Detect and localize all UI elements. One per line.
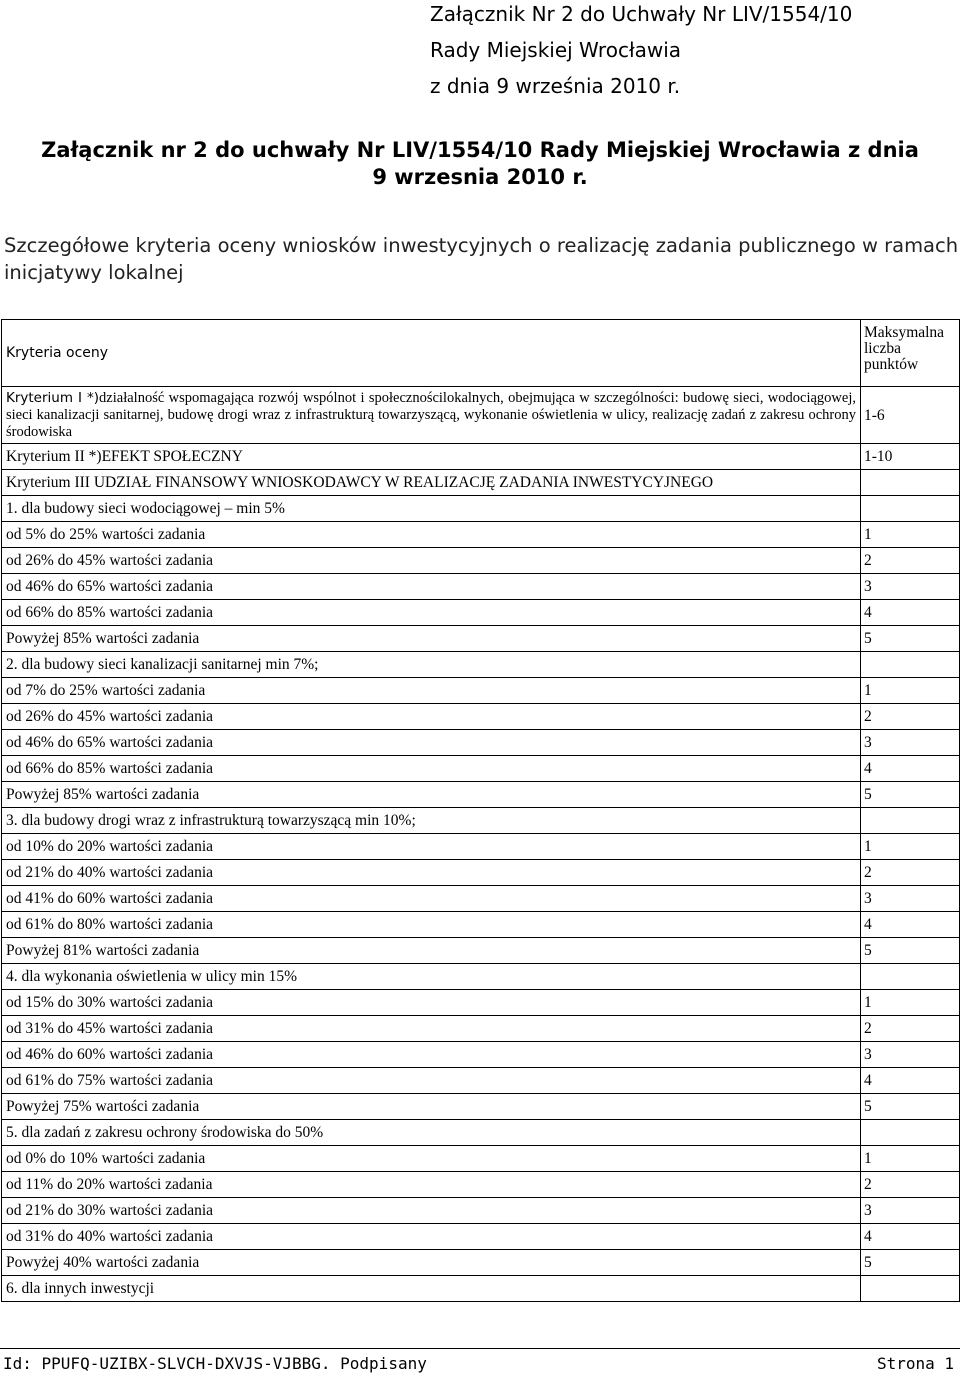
table-row xyxy=(2,1146,960,1172)
table-row xyxy=(2,548,960,574)
criteria-label: od 31% do 40% wartości zadania xyxy=(2,1224,861,1250)
points-value xyxy=(861,1120,960,1146)
points-value: 5 xyxy=(861,1094,960,1120)
points-value: 1 xyxy=(861,522,960,548)
table-row xyxy=(2,730,960,756)
kryterium-3-label: Kryterium III xyxy=(6,474,94,491)
points-value: 3 xyxy=(861,886,960,912)
criteria-label: 1. dla budowy sieci wodociągowej – min 5% xyxy=(2,496,861,522)
criteria-label: 3. dla budowy drogi wraz z infrastrukturą towarzyszącą min 10%; xyxy=(2,808,861,834)
points-value: 1 xyxy=(861,678,960,704)
kryterium-2-points: 1-10 xyxy=(861,444,960,470)
points-value: 1 xyxy=(861,1146,960,1172)
kryterium-2-cell xyxy=(2,444,861,470)
document-title-line-1: Załącznik nr 2 do uchwały Nr LIV/1554/10 Rady Miejskiej Wrocławia z dnia xyxy=(41,138,919,162)
header-line-3: z dnia 9 września 2010 r. xyxy=(430,74,681,98)
points-value: 1 xyxy=(861,834,960,860)
table-row xyxy=(2,1068,960,1094)
table-row xyxy=(2,1094,960,1120)
table-row xyxy=(2,938,960,964)
criteria-label: od 26% do 45% wartości zadania xyxy=(2,704,861,730)
criteria-label: 4. dla wykonania oświetlenia w ulicy min 15% xyxy=(2,964,861,990)
criteria-label: od 46% do 60% wartości zadania xyxy=(2,1042,861,1068)
table-row xyxy=(2,1172,960,1198)
criteria-label: od 61% do 75% wartości zadania xyxy=(2,1068,861,1094)
points-value: 4 xyxy=(861,756,960,782)
table-row xyxy=(2,964,960,990)
points-value: 1 xyxy=(861,990,960,1016)
criteria-label: od 31% do 45% wartości zadania xyxy=(2,1016,861,1042)
points-value xyxy=(861,652,960,678)
criteria-label: od 66% do 85% wartości zadania xyxy=(2,756,861,782)
points-value: 5 xyxy=(861,1250,960,1276)
criteria-label: Powyżej 81% wartości zadania xyxy=(2,938,861,964)
criteria-table xyxy=(1,319,960,1302)
table-row xyxy=(2,1016,960,1042)
kryterium-2-label: Kryterium II *) xyxy=(6,448,102,465)
criteria-label: od 46% do 65% wartości zadania xyxy=(2,574,861,600)
criteria-label: Powyżej 85% wartości zadania xyxy=(2,626,861,652)
criteria-label: od 5% do 25% wartości zadania xyxy=(2,522,861,548)
table-row xyxy=(2,782,960,808)
table-row xyxy=(2,834,960,860)
table-row xyxy=(2,1120,960,1146)
points-value: 2 xyxy=(861,704,960,730)
criteria-label: od 0% do 10% wartości zadania xyxy=(2,1146,861,1172)
criteria-label: 5. dla zadań z zakresu ochrony środowiska do 50% xyxy=(2,1120,861,1146)
table-row xyxy=(2,756,960,782)
points-value: 2 xyxy=(861,1016,960,1042)
document-title-line-2: 9 wrzesnia 2010 r. xyxy=(372,165,588,189)
points-value: 2 xyxy=(861,1172,960,1198)
criteria-label: 6. dla innych inwestycji xyxy=(2,1276,861,1302)
kryterium-1-points: 1-6 xyxy=(861,387,960,444)
page-footer xyxy=(0,1348,960,1373)
kryterium-3-row xyxy=(2,470,960,496)
points-value: 2 xyxy=(861,548,960,574)
table-row xyxy=(2,1224,960,1250)
points-value: 5 xyxy=(861,782,960,808)
kryterium-1-text: działalność wspomagająca rozwój wspólnot i społecznościlokalnych, obejmująca w szczególności: budowę sieci, wodociągowej, sieci kanalizacji sanitarnej, budowę drogi wraz z infrastrukturą towarzyszącą, wykonanie oświetlenia w ulicy, realizację zadań z zakresu ochrony środowiska xyxy=(6,389,856,440)
points-value xyxy=(861,964,960,990)
criteria-label: od 21% do 40% wartości zadania xyxy=(2,860,861,886)
table-row xyxy=(2,912,960,938)
criteria-label: od 41% do 60% wartości zadania xyxy=(2,886,861,912)
kryterium-3-points xyxy=(861,470,960,496)
table-row xyxy=(2,1276,960,1302)
criteria-label: od 21% do 30% wartości zadania xyxy=(2,1198,861,1224)
points-value: 5 xyxy=(861,938,960,964)
criteria-label: od 61% do 80% wartości zadania xyxy=(2,912,861,938)
criteria-label: 2. dla budowy sieci kanalizacji sanitarnej min 7%; xyxy=(2,652,861,678)
table-row xyxy=(2,522,960,548)
criteria-label: od 66% do 85% wartości zadania xyxy=(2,600,861,626)
points-value: 3 xyxy=(861,1042,960,1068)
criteria-label: od 7% do 25% wartości zadania xyxy=(2,678,861,704)
points-value: 4 xyxy=(861,1224,960,1250)
kryterium-2-row xyxy=(2,444,960,470)
kryterium-1-label: Kryterium I *) xyxy=(6,389,100,406)
points-value: 4 xyxy=(861,600,960,626)
points-value xyxy=(861,808,960,834)
criteria-column-header: Kryteria oceny xyxy=(2,320,861,387)
points-value: 4 xyxy=(861,1068,960,1094)
table-header-row xyxy=(2,320,960,387)
points-column-header: Maksymalna liczba punktów xyxy=(861,320,960,387)
table-row xyxy=(2,990,960,1016)
criteria-label: od 15% do 30% wartości zadania xyxy=(2,990,861,1016)
criteria-label: od 46% do 65% wartości zadania xyxy=(2,730,861,756)
table-row xyxy=(2,626,960,652)
intro-text: Szczegółowe kryteria oceny wniosków inwestycyjnych o realizację zadania publicznego w ramach inicjatywy lokalnej xyxy=(4,234,959,284)
kryterium-1-row xyxy=(2,387,960,444)
table-row xyxy=(2,1042,960,1068)
header-line-2: Rady Miejskiej Wrocławia xyxy=(430,38,682,62)
table-row xyxy=(2,574,960,600)
table-row xyxy=(2,1250,960,1276)
table-row xyxy=(2,704,960,730)
criteria-label: od 26% do 45% wartości zadania xyxy=(2,548,861,574)
table-row xyxy=(2,652,960,678)
table-row xyxy=(2,1198,960,1224)
document-id: Id: PPUFQ-UZIBX-SLVCH-DXVJS-VJBBG. Podpisany xyxy=(3,1354,427,1373)
points-value: 3 xyxy=(861,1198,960,1224)
page-number: Strona 1 xyxy=(876,1354,954,1373)
criteria-label: Powyżej 40% wartości zadania xyxy=(2,1250,861,1276)
kryterium-3-cell xyxy=(2,470,861,496)
criteria-label: od 10% do 20% wartości zadania xyxy=(2,834,861,860)
kryterium-1-cell xyxy=(2,387,861,444)
table-row xyxy=(2,678,960,704)
table-row xyxy=(2,600,960,626)
header-line-1: Załącznik Nr 2 do Uchwały Nr LIV/1554/10 xyxy=(430,2,853,26)
points-value: 3 xyxy=(861,574,960,600)
kryterium-2-text: EFEKT SPOŁECZNY xyxy=(101,448,243,465)
criteria-label: od 11% do 20% wartości zadania xyxy=(2,1172,861,1198)
table-row xyxy=(2,860,960,886)
points-value xyxy=(861,496,960,522)
table-row xyxy=(2,886,960,912)
table-row xyxy=(2,808,960,834)
points-value: 3 xyxy=(861,730,960,756)
points-value: 4 xyxy=(861,912,960,938)
points-value xyxy=(861,1276,960,1302)
points-value: 5 xyxy=(861,626,960,652)
points-value: 2 xyxy=(861,860,960,886)
criteria-label: Powyżej 85% wartości zadania xyxy=(2,782,861,808)
criteria-label: Powyżej 75% wartości zadania xyxy=(2,1094,861,1120)
table-row xyxy=(2,496,960,522)
kryterium-3-text: UDZIAŁ FINANSOWY WNIOSKODAWCY W REALIZACJĘ ZADANIA INWESTYCYJNEGO xyxy=(93,474,714,491)
